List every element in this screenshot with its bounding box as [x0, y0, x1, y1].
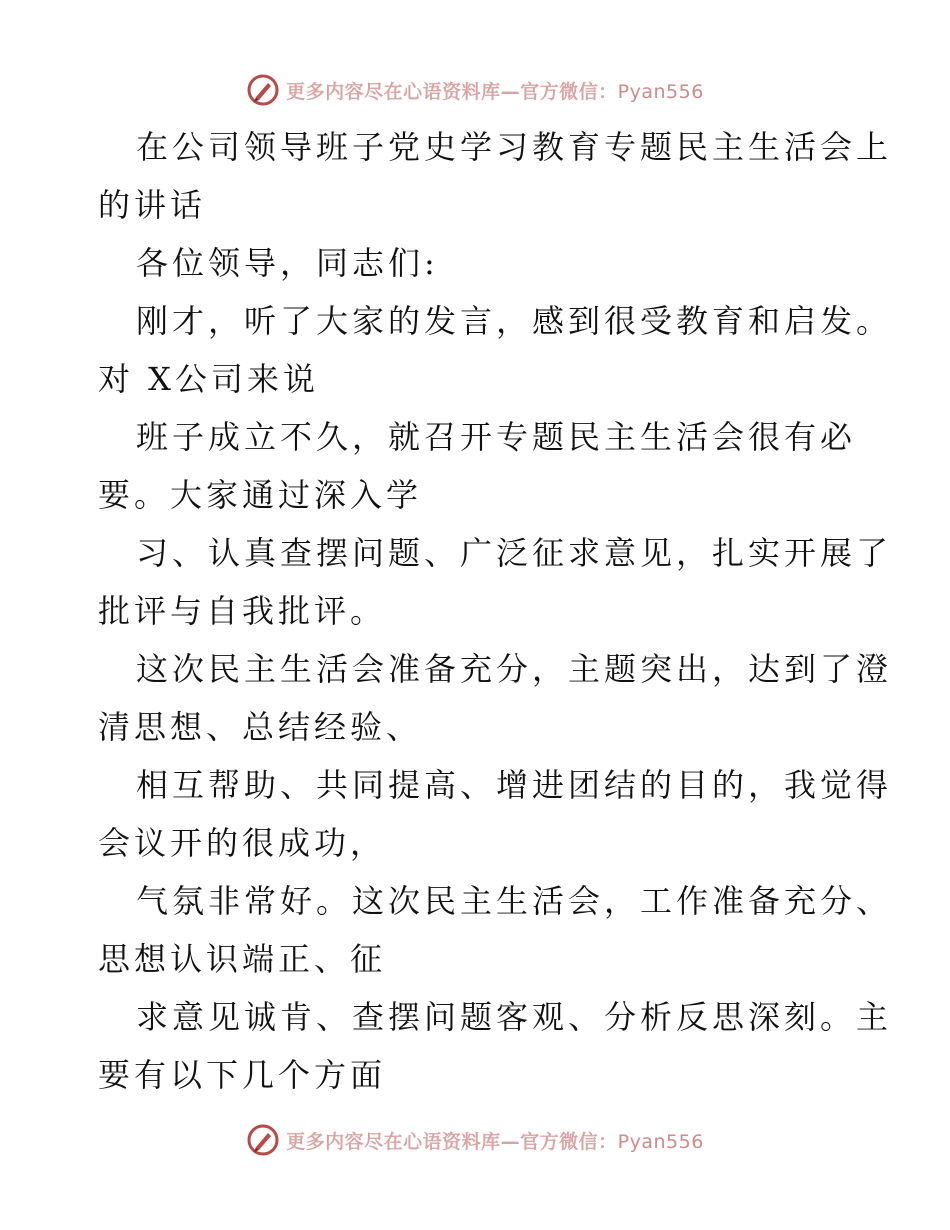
- paragraph-line: 批评与自我批评。: [98, 592, 387, 630]
- title-line-2: 的讲话: [98, 186, 207, 224]
- watermark-text: 更多内容尽在心语资料库—官方微信：Pyan556: [286, 1130, 704, 1153]
- document-body: [98, 118, 893, 1104]
- paragraph-line: 班子成立不久，就召开专题民主生活会很有必: [136, 418, 857, 456]
- paragraph-line: 相互帮助、共同提高、增进团结的目的，我觉得: [136, 766, 893, 804]
- title-line-1: 在公司领导班子党史学习教育专题民主生活会上: [136, 128, 893, 166]
- paragraph-line: 会议开的很成功，: [98, 824, 387, 862]
- paragraph-line: 刚才，听了大家的发言，感到很受教育和启发。: [136, 302, 893, 340]
- paragraph-line: 要有以下几个方面: [98, 1056, 387, 1094]
- watermark-wechat-id: Pyan556: [617, 1130, 704, 1153]
- paragraph-line: 气氛非常好。这次民主生活会，工作准备充分、: [136, 882, 893, 920]
- paragraph-line: 习、认真查摆问题、广泛征求意见，扎实开展了: [136, 534, 893, 572]
- watermark-text: 更多内容尽在心语资料库—官方微信：Pyan556: [286, 80, 704, 103]
- paragraph-line: 对 X公司来说: [98, 360, 319, 398]
- watermark-footer: [0, 1120, 950, 1160]
- paragraph-line: 求意见诚肯、查摆问题客观、分析反思深刻。主: [136, 998, 893, 1036]
- paragraph-line: 要。大家通过深入学: [98, 476, 423, 514]
- watermark-header: [0, 70, 950, 110]
- pen-logo-icon: [246, 1123, 280, 1157]
- paragraph-line: 思想认识端正、征: [98, 940, 387, 978]
- pen-logo-icon: [246, 73, 280, 107]
- paragraph-line: 这次民主生活会准备充分，主题突出，达到了澄: [136, 650, 893, 688]
- watermark-wechat-id: Pyan556: [617, 80, 704, 103]
- salutation: 各位领导，同志们:: [136, 244, 439, 282]
- paragraph-line: 清思想、总结经验、: [98, 708, 423, 746]
